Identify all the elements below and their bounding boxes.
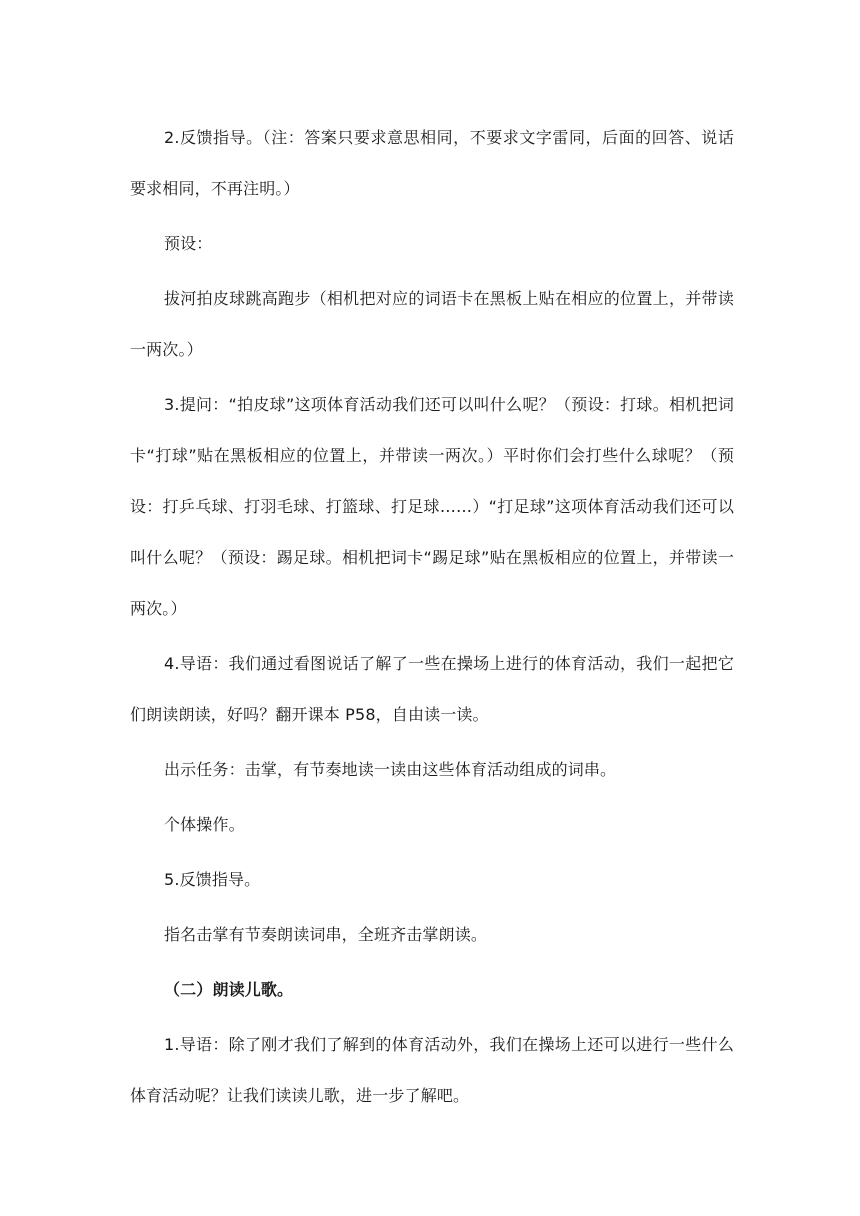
paragraph-question-ball-games: 3.提问：“拍皮球”这项体育活动我们还可以叫什么呢？（预设：打球。相机把词卡“打球”贴在黑板相应的位置上，并带读一两次。）平时你们会打些什么球呢？（预设：打乒乓球、打羽毛球、打篮球、打足球……）“打足球”这项体育活动我们还可以叫什么呢？（预设：踢足球。相机把词卡“踢足球”贴在黑板相应的位置上，并带读一两次。） <box>130 395 734 618</box>
paragraph-preset-label: 预设： <box>164 234 213 253</box>
paragraph-feedback-guidance: 2.反馈指导。（注：答案只要求意思相同，不要求文字雷同，后面的回答、说话要求相同，不再注明。） <box>130 128 734 198</box>
document-body <box>130 112 734 1121</box>
paragraph-activity-words: 拔河拍皮球跳高跑步（相机把对应的词语卡在黑板上贴在相应的位置上，并带读一两次。） <box>130 289 734 359</box>
paragraph-feedback-5: 5.反馈指导。 <box>164 870 261 889</box>
paragraph-individual-practice: 个体操作。 <box>164 815 245 834</box>
section-heading-nursery-rhyme: （二）朗读儿歌。 <box>164 980 294 999</box>
paragraph-clap-reading: 指名击掌有节奏朗读词串，全班齐击掌朗读。 <box>164 925 488 944</box>
paragraph-rhyme-introduction: 1.导语：除了刚才我们了解到的体育活动外，我们在操场上还可以进行一些什么体育活动呢？让我们读读儿歌，进一步了解吧。 <box>130 1035 734 1105</box>
paragraph-introduction-reading: 4.导语：我们通过看图说话了解了一些在操场上进行的体育活动，我们一起把它们朗读朗读，好吗？翻开课本 P58，自由读一读。 <box>130 654 734 724</box>
paragraph-task: 出示任务：击掌，有节奏地读一读由这些体育活动组成的词串。 <box>164 760 617 779</box>
